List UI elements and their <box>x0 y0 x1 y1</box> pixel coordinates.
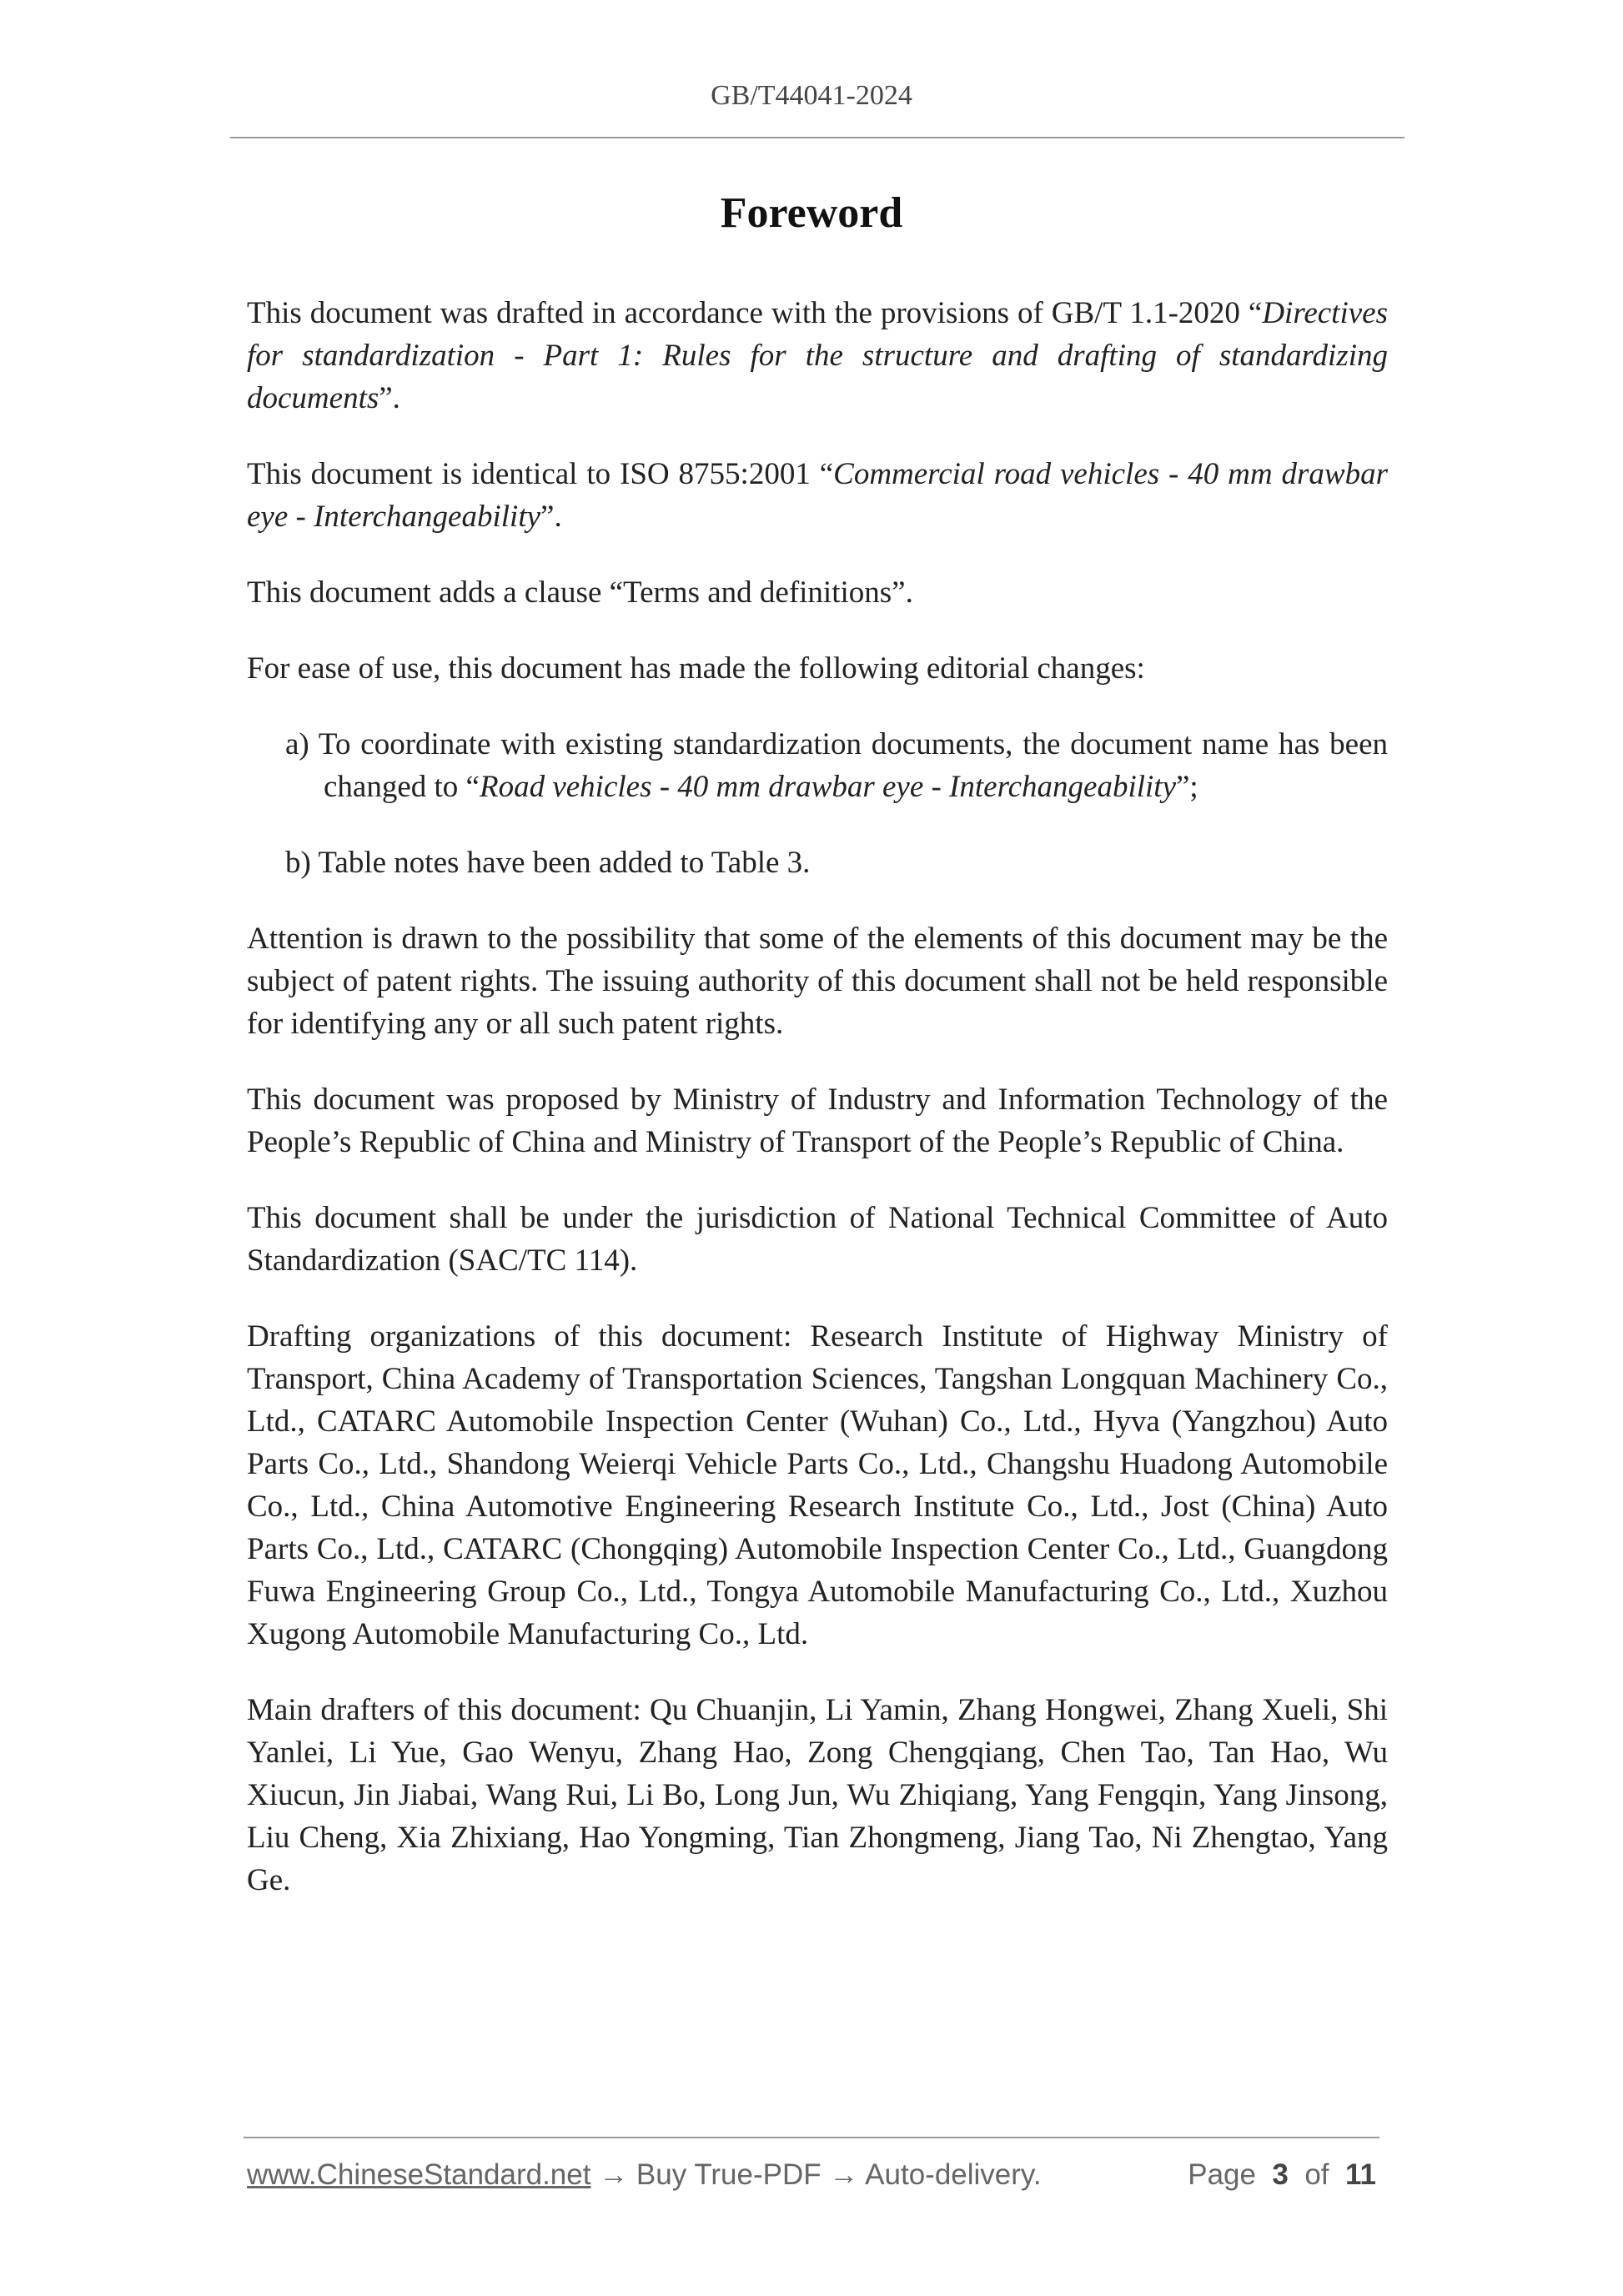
website-link[interactable]: www.ChineseStandard.net <box>247 2158 591 2191</box>
text-run: ”. <box>540 500 562 534</box>
of-label: of <box>1304 2158 1329 2191</box>
header-divider <box>230 137 1404 138</box>
page-footer <box>247 2158 1376 2200</box>
text-run: This document was drafted in accordance with the provisions of GB/T 1.1-2020 “ <box>247 296 1263 330</box>
paragraph-jurisdiction: This document shall be under the jurisdiction of National Technical Committee of Auto Standardization (SAC/TC 114). <box>247 1201 1388 1278</box>
document-code-header: GB/T44041-2024 <box>711 80 912 111</box>
page-number <box>1188 2158 1376 2192</box>
italic-title: Directives for standardization - Part 1: Rules for the structure and drafting of standardizing documents <box>247 296 1388 415</box>
paragraph-main-drafters: Main drafters of this document: Qu Chuanjin, Li Yamin, Zhang Hongwei, Zhang Xueli, Shi Yanlei, Li Yue, Gao Wenyu, Zhang Hao, Zong Chengqiang, Chen Tao, Tan Hao, Wu Xiucun, Jin Jiabai, Wang Rui, Li Bo, Long Jun, Wu Zhiqiang, Yang Fengqin, Yang Jinsong, Liu Cheng, Xia Zhixiang, Hao Yongming, Tian Zhongmeng, Jiang Tao, Ni Zhengtao, Yang Ge. <box>247 1693 1388 1897</box>
italic-title: Road vehicles - 40 mm drawbar eye - Interchangeability <box>479 770 1176 804</box>
paragraph-editorial-intro: For ease of use, this document has made the following editorial changes: <box>247 651 1145 686</box>
paragraph-iso-identity <box>247 453 1388 538</box>
page-current: 3 <box>1272 2158 1289 2191</box>
text-run: This document is identical to ISO 8755:2001 “ <box>247 457 834 491</box>
italic-title: Commercial road vehicles - 40 mm drawbar eye - Interchangeability <box>247 457 1388 534</box>
paragraph-patent-notice: Attention is drawn to the possibility that some of the elements of this document may be the subject of patent rights. The issuing authority of this document shall not be held responsible for identifying any or all such patent rights. <box>247 922 1388 1041</box>
footer-promo <box>247 2158 1042 2192</box>
paragraph-drafting-organizations: Drafting organizations of this document: Research Institute of Highway Ministry of Transport, China Academy of Transportation Sciences, Tangshan Longquan Machinery Co., Ltd., CATARC Automobile Inspection Center (Wuhan) Co., Ltd., Hyva (Yangzhou) Auto Parts Co., Ltd., Shandong Weierqi Vehicle Parts Co., Ltd., Changshu Huadong Automobile Co., Ltd., China Automotive Engineering Research Institute Co., Ltd., Jost (China) Auto Parts Co., Ltd., CATARC (Chongqing) Automobile Inspection Center Co., Ltd., Guangdong Fuwa Engineering Group Co., Ltd., Tongya Automobile Manufacturing Co., Ltd., Xuzhou Xugong Automobile Manufacturing Co., Ltd. <box>247 1319 1388 1651</box>
text-run: a) To coordinate with existing standardization documents, the document name has been changed to “ <box>285 727 1388 804</box>
paragraph-proposed-by: This document was proposed by Ministry of Industry and Information Technology of the People’s Republic of China and Ministry of Transport of the People’s Republic of China. <box>247 1083 1388 1159</box>
text-run: ”. <box>379 381 400 415</box>
list-item-a <box>247 723 1388 808</box>
page-title: Foreword <box>720 189 903 237</box>
list-item-b: b) Table notes have been added to Table 3. <box>285 846 811 880</box>
page-label: Page <box>1188 2158 1256 2191</box>
footer-tagline: → Buy True-PDF → Auto-delivery. <box>590 2158 1042 2191</box>
paragraph-added-clause: This document adds a clause “Terms and definitions”. <box>247 575 913 610</box>
page-total: 11 <box>1345 2158 1376 2191</box>
document-body <box>247 292 1388 1935</box>
footer-divider <box>244 2137 1379 2138</box>
text-run: ”; <box>1176 770 1198 804</box>
paragraph-drafting-rules <box>247 292 1388 420</box>
